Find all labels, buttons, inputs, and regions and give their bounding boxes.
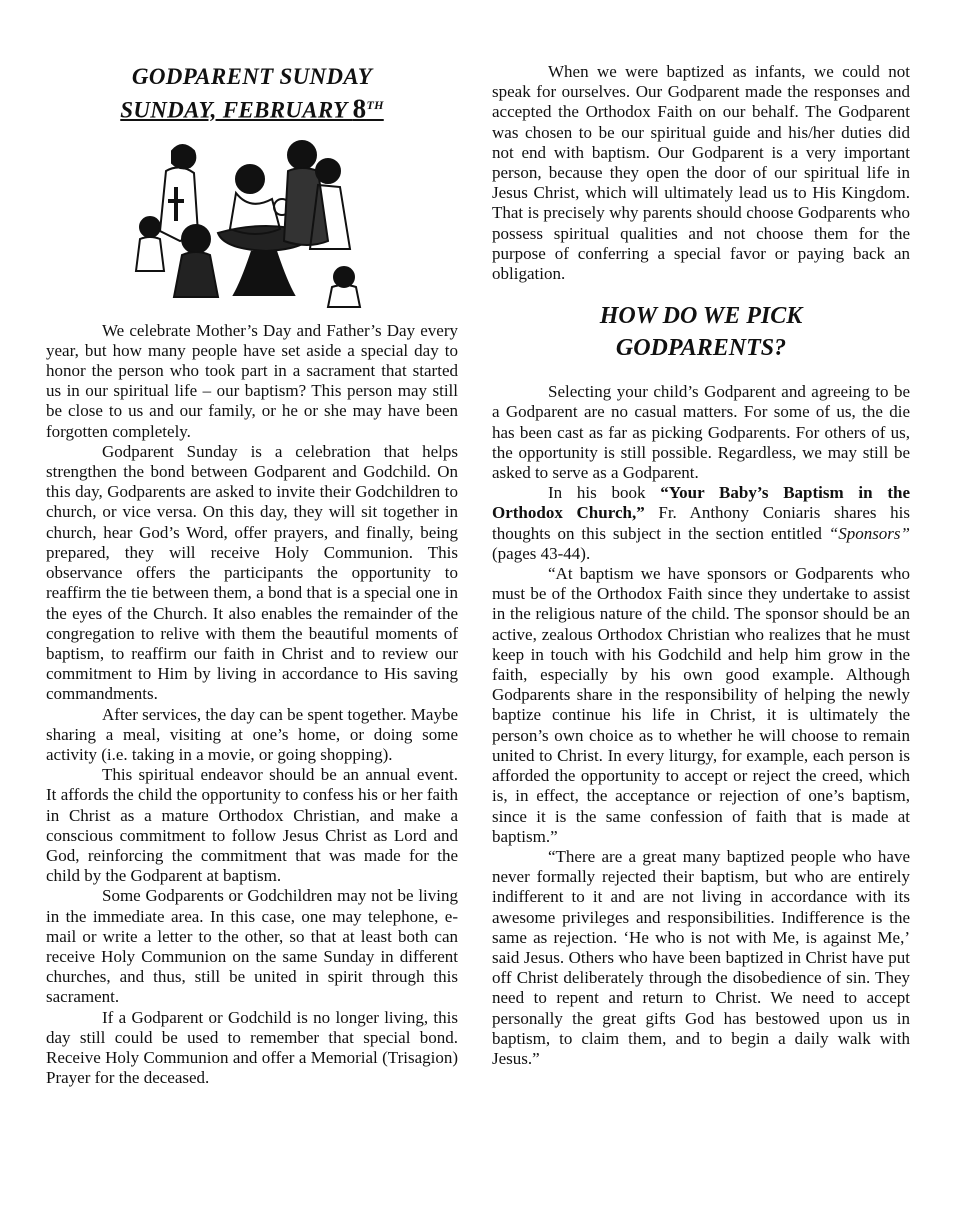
paragraph: We celebrate Mother’s Day and Father’s Day every year, but how many people have set aside a special day to honor the person who took part in a sacrament that started us in our spiritual life – our baptism? This person may still be close to us and our family, or he or she may have been forgotten completely.	[46, 320, 458, 441]
paragraph: If a Godparent or Godchild is no longer living, this day still could be used to remember that special bond. Receive Holy Communion and offer a Memorial (Trisagion) Prayer for the deceased.	[46, 1007, 458, 1088]
paragraph: Selecting your child’s Godparent and agreeing to be a Godparent are no casual matters. For some of us, the die has been cast as far as picking Godparents. For others of us, the opportunity is still possible. Regardless, we may still be asked to serve as a Godparent.	[492, 382, 910, 483]
text: In his book	[548, 483, 661, 503]
book-reference-paragraph	[492, 483, 910, 564]
left-column	[46, 62, 458, 1088]
heading-line-1: HOW DO WE PICK	[599, 303, 803, 330]
quote-paragraph: “There are a great many baptized people who have never formally rejected their baptism, but who are entirely indifferent to it and are not living in accordance with its awesome privileges and responsibilities. Indifference is the same as rejection. ‘He who is not with Me, is against Me,’ said Jesus. Others who have been baptized in Christ have put off Christ deliberately through the disobedience of sin. They need to repent and return to Christ. We need to accept personally the great gifts God has bestowed upon us in baptism, to claim them, and to begin a daily walk with Jesus.”	[492, 846, 910, 1068]
text: (pages 43-44).	[492, 543, 591, 563]
text: Fr. Anthony Coniaris shares his thoughts on this subject in the section entitled	[492, 503, 911, 543]
baptism-illustration	[132, 131, 372, 311]
quote-paragraph: “At baptism we have sponsors or Godparents who must be of the Orthodox Faith since they undertake to assist in the religious nature of the child. The sponsor should be an active, zealous Orthodox Christian who realizes that he must keep in touch with his Godchild and help him grow in the faith, especially by his own good example. Although Godparents share in the responsibility of helping the newly baptize continue his life in Christ, it is ultimately the person’s own choice as to whether he will choose to remain united to Christ. In every liturgy, for example, each person is afforded the opportunity to accept or reject the creed, which is, in effect, the acceptance or rejection of one’s baptism, since it is the same confession of faith that is made at baptism.”	[492, 564, 910, 846]
intro-paragraph: When we were baptized as infants, we could not speak for ourselves. Our Godparent made the responses and accepted the Orthodox Faith on our behalf. The Godparent was chosen to be our spiritual guide and his/her duties did not end with baptism. Our Godparent is a very important person, because they open the door of our spiritual life in Jesus Christ, which will ultimately lead us to His Kingdom. That is precisely why parents should choose Godparents who possess spiritual qualities and not choose them for the purpose of conferring a special favor or paying back an obligation.	[492, 62, 910, 284]
section-heading	[492, 300, 910, 364]
paragraph: After services, the day can be spent together. Maybe sharing a meal, visiting at one’s home, or doing some activity (i.e. taking in a movie, or going shopping).	[46, 704, 458, 764]
title-suffix: TH	[366, 98, 384, 112]
title-line-1: GODPARENT SUNDAY	[131, 64, 373, 89]
title-line-2	[46, 91, 458, 125]
title-date: SUNDAY, FEBRUARY	[120, 97, 353, 123]
section-title: “Sponsors”	[828, 523, 910, 543]
article-title	[46, 62, 458, 125]
book-title: “Your Baby’s Baptism in the Orthodox Church,”	[492, 483, 910, 523]
right-column	[492, 62, 910, 1069]
paragraph: Some Godparents or Godchildren may not be living in the immediate area. In this case, one may telephone, e-mail or write a letter to the other, so that at least both can receive Holy Communion on the same Sunday in different churches, and thus, still be united in spirit through this sacrament.	[46, 886, 458, 1007]
heading-line-2: GODPARENTS?	[615, 335, 787, 362]
paragraph: Godparent Sunday is a celebration that helps strengthen the bond between Godparent and Godchild. On this day, Godparents are asked to invite their Godchildren to church, or vice versa. On this day, they will sit together in church, hear God’s Word, offer prayers, and finally, being prepared, they will receive Holy Communion. This observance offers the participants the opportunity to reaffirm the tie between them, a bond that is a special one in the eyes of the Church. It also enables the remainder of the congregation to relive with them the beautiful moments of baptism, to reaffirm our faith in Christ and to review our commitment to Him by living in accordance to His saving commandments.	[46, 441, 458, 704]
paragraph: This spiritual endeavor should be an annual event. It affords the child the opportunity to confess his or her faith in Christ as a mature Orthodox Christian, and make a conscious commitment to follow Jesus Christ as Lord and God, reinforcing the commitment that was made for the child by the Godparent at baptism.	[46, 765, 458, 886]
title-day: 8	[352, 93, 367, 124]
